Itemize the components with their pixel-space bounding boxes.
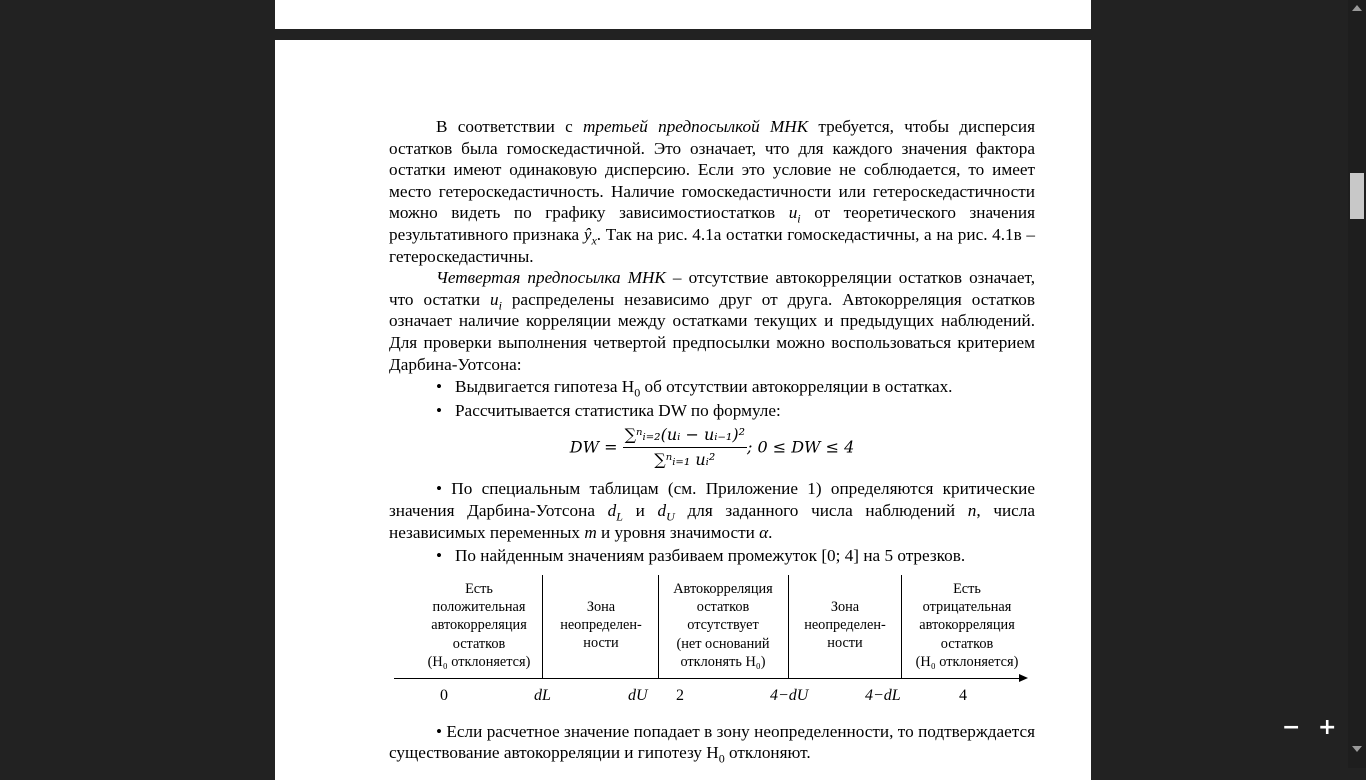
zoom-in-button[interactable]: + <box>1318 715 1337 740</box>
bullet-statistic: • Рассчитывается статистика DW по формуле: <box>436 400 781 420</box>
tick-label-du: dU <box>628 686 648 704</box>
page-text <box>389 116 1035 764</box>
scroll-down-arrow-icon[interactable] <box>1352 746 1362 752</box>
scroll-up-arrow-icon[interactable] <box>1352 5 1362 11</box>
bullet-icon: • <box>436 479 452 499</box>
zone-positive-autocorrelation: Есть положительная автокорреляция остатков (H₀ отклоняется) <box>427 580 531 670</box>
zone-divider <box>901 575 902 678</box>
previous-page-bottom <box>275 0 1091 29</box>
dw-formula: DW = $\frac{\text{∑ⁿᵢ₌₂(uᵢ − uᵢ₋₁)²}}{\text{∑ⁿᵢ₌₁ uᵢ²}}$ ; 0 ≤ DW ≤ 4 <box>569 425 855 469</box>
tick-label-dl: dL <box>534 686 551 704</box>
zone-no-autocorrelation: Автокорреляция остатков отсутствует (нет оснований отклонять H₀) <box>673 580 773 670</box>
bullet-icon: • <box>436 721 447 741</box>
dw-axis-line <box>394 678 1022 679</box>
zone-uncertainty-right: Зона неопределен- ности <box>804 598 886 652</box>
bullet-icon: • <box>436 400 443 420</box>
dw-fraction: $\frac{\text{∑ⁿᵢ₌₂(uᵢ − uᵢ₋₁)²}}{\text{∑ⁿᵢ₌₁ uᵢ²}}$ <box>624 425 745 469</box>
zoom-out-button[interactable]: − <box>1282 715 1301 740</box>
tick-label-0: 0 <box>440 686 448 704</box>
bullet-icon: • <box>436 377 443 397</box>
bullet-intervals: • По найденным значениям разбиваем промежуток [0; 4] на 5 отрезков. <box>436 546 966 566</box>
tick-label-4: 4 <box>959 686 967 704</box>
tick-label-2: 2 <box>676 686 684 704</box>
tick-label-4-dl: 4−dL <box>865 686 901 704</box>
bullet-icon: • <box>436 546 443 566</box>
bullet-hypothesis: • Выдвигается гипотеза $H_0$ об отсутствии автокорреляции в остатках. <box>436 377 953 400</box>
axis-arrow-icon <box>1019 674 1028 682</box>
zone-uncertainty-left: Зона неопределен- ности <box>560 598 642 652</box>
paragraph-fourth-premise: Четвертая предпосылка МНК – отсутствие автокорреляции остатков означает, что остатки $u_i$ распределены независимо друг от друга. Автокорреляция остатков означает наличие корреляции между остатками текущих и предыдущих наблюдений. Для проверки выполнения четвертой предпосылки можно воспользоваться критерием Дарбина-Уотсона: <box>389 268 1036 374</box>
dw-zones-diagram <box>389 575 1035 725</box>
tick-label-4-du: 4−dU <box>770 686 809 704</box>
bullet-uncertainty-result: • Если расчетное значение попадает в зону неопределенности, то подтверждается существование автокорреляции и гипотезу $H_0$ отклоняют. <box>389 721 1035 766</box>
paragraph-third-premise: В соответствии с третьей предпосылкой МНК требуется, чтобы дисперсия остатков была гомоскедастичной. Это означает, что для каждого значения фактора остатки имеют одинаковую дисперсию. Если это условие не соблюдается, то имеет место гетероскедастичность. Наличие гомоскедастичности или гетероскедастичности можно видеть по графику зависимостиостатков $u_i$ от теоретического значения результативного признака $ŷ_x$. Так на рис. 4.1а остатки гомоскедастичны, а на рис. 4.1в – гетероскедастичны. <box>389 117 1035 266</box>
vertical-scrollbar[interactable] <box>1348 0 1366 768</box>
zone-divider <box>542 575 543 678</box>
zone-negative-autocorrelation: Есть отрицательная автокорреляция остатков (H₀ отклоняется) <box>915 580 1019 670</box>
document-page <box>275 40 1091 780</box>
scrollbar-thumb[interactable] <box>1350 173 1364 219</box>
bullet-critical-values: • По специальным таблицам (см. Приложение 1) определяются критические значения Дарбина-Уотсона $d_L$ и $d_U$ для заданного числа наблюдений n, числа независимых переменных m и уровня значимости α. <box>389 479 1036 542</box>
